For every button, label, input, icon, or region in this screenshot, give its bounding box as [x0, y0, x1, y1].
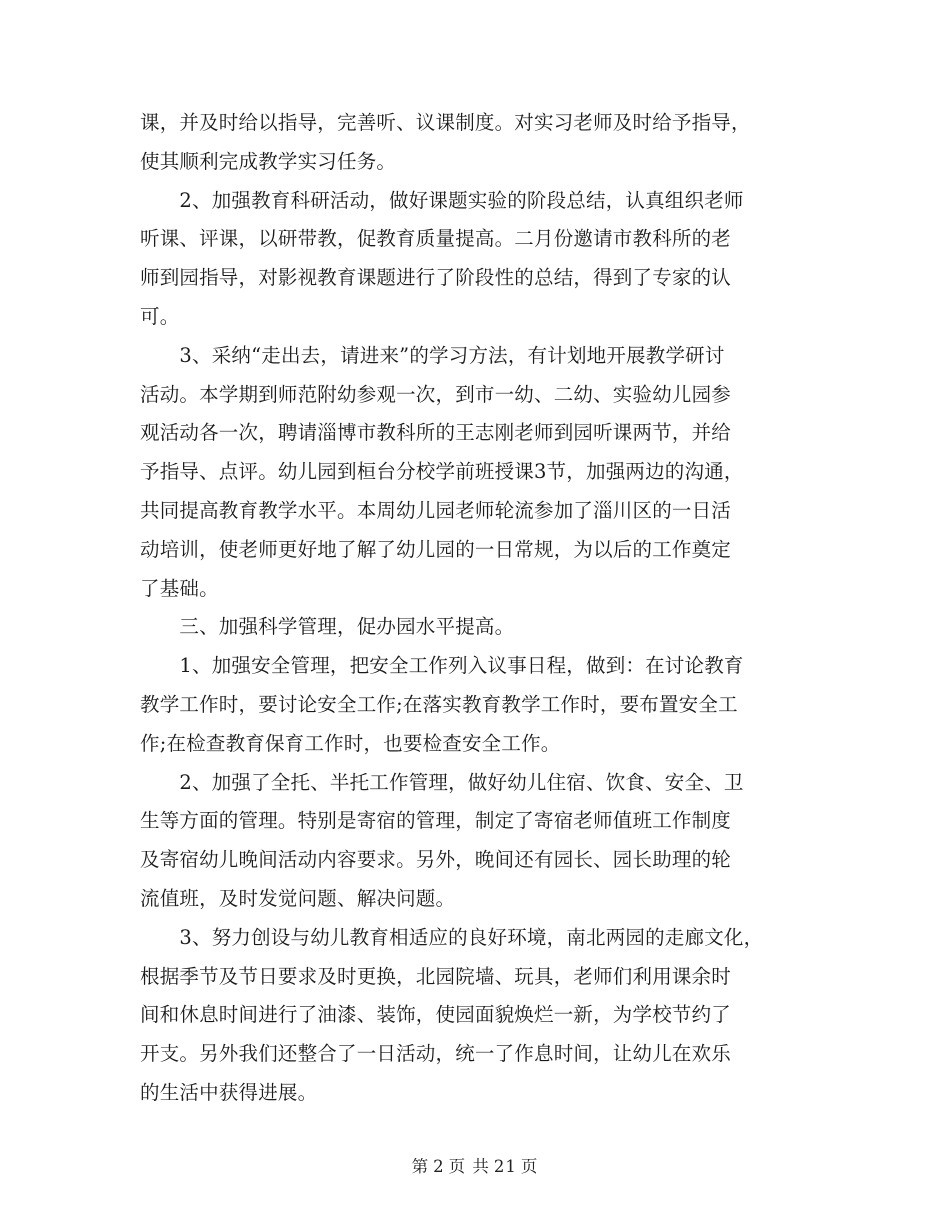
text-line: 使其顺利完成教学实习任务。	[140, 149, 397, 173]
footer-prefix: 第	[411, 1157, 430, 1176]
text-line: 教学工作时，要讨论安全工作;在落实教育教学工作时，要布置安全工	[140, 692, 738, 716]
text-line: 流值班，及时发觉问题、解决问题。	[140, 886, 456, 910]
footer-total-pages: 21	[493, 1157, 517, 1176]
text-line: 生等方面的管理。特别是寄宿的管理，制定了寄宿老师值班工作制度	[140, 809, 732, 833]
text-line: 师到园指导，对影视教育课题进行了阶段性的总结，得到了专家的认	[140, 266, 732, 290]
footer-middle: 页 共	[448, 1157, 490, 1176]
text-line: 间和休息时间进行了油漆、装饰，使园面貌焕烂一新，为学校节约了	[140, 1003, 732, 1027]
body-text	[140, 104, 820, 1113]
text-line: 听课、评课，以研带教，促教育质量提高。二月份邀请市教科所的老	[140, 227, 732, 251]
text-line: 课，并及时给以指导，完善听、议课制度。对实习老师及时给予指导，	[140, 111, 751, 134]
section-heading: 三、加强科学管理，促办园水平提高。	[140, 615, 515, 639]
text-line: 3、努力创设与幼儿教育相适应的良好环境，南北两园的走廊文化，	[140, 925, 764, 949]
text-line: 1、加强安全管理，把安全工作列入议事日程，做到：在讨论教育	[140, 654, 744, 678]
footer-page-number: 2	[433, 1157, 445, 1176]
text-line: 及寄宿幼儿晚间活动内容要求。另外，晚间还有园长、园长助理的轮	[140, 848, 732, 872]
text-line: 2、加强教育科研活动，做好课题实验的阶段总结，认真组织老师	[140, 188, 744, 212]
text-line: 予指导、点评。幼儿园到桓台分校学前班授课3节，加强两边的沟通，	[140, 460, 744, 484]
text-line: 活动。本学期到师范附幼参观一次，到市一幼、二幼、实验幼儿园参	[140, 382, 732, 406]
text-line: 开支。另外我们还整合了一日活动，统一了作息时间，让幼儿在欢乐	[140, 1042, 732, 1066]
text-line: 了基础。	[140, 576, 219, 600]
text-line: 2、加强了全托、半托工作管理，做好幼儿住宿、饮食、安全、卫	[140, 770, 744, 794]
text-line: 观活动各一次，聘请淄博市教科所的王志刚老师到园听课两节，并给	[140, 421, 732, 445]
text-line: 3、采纳“走出去，请进来”的学习方法，有计划地开展教学研讨	[140, 343, 725, 367]
text-line: 可。	[140, 304, 180, 328]
text-line: 共同提高教育教学水平。本周幼儿园老师轮流参加了淄川区的一日活	[140, 498, 732, 522]
footer-suffix: 页	[520, 1157, 539, 1176]
text-line: 作;在检查教育保育工作时，也要检查安全工作。	[140, 731, 561, 755]
text-line: 根据季节及节日要求及时更换，北园院墙、玩具，老师们利用课余时	[140, 964, 732, 988]
text-line: 动培训，使老师更好地了解了幼儿园的一日常规，为以后的工作奠定	[140, 537, 732, 561]
text-line: 的生活中获得进展。	[140, 1080, 318, 1104]
page-footer	[0, 1153, 950, 1177]
